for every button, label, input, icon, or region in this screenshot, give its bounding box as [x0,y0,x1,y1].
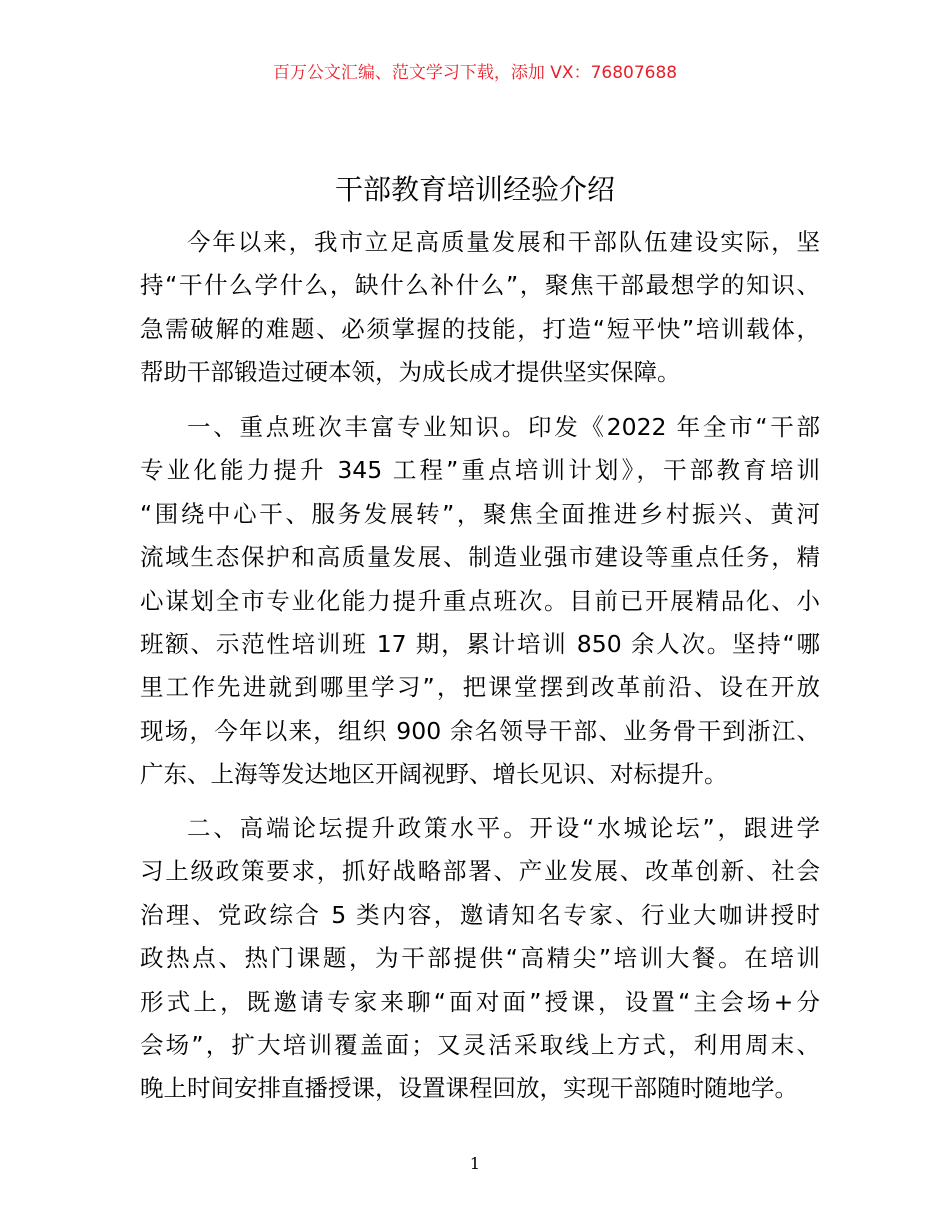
paragraph-section-1 [140,406,820,797]
watermark-header: 百万公文汇编、范文学习下载，添加 VX：76807688 [272,63,678,83]
paragraph-section-2 [140,807,820,1111]
text-line: 班额、示范性培训班 17 期，累计培训 850 余人次。坚持“哪 [140,629,820,658]
text-line: 里工作先进就到哪里学习”，把课堂摆到改革前沿、设在开放 [140,673,820,702]
text-line: 持“干什么学什么，缺什么补什么”，聚焦干部最想学的知识、 [140,271,820,300]
text-line: 晚上时间安排直播授课，设置课程回放，实现干部随时随地学。 [140,1074,798,1103]
text-line: 会场”，扩大培训覆盖面；又灵活采取线上方式，利用周末、 [140,1030,820,1059]
text-line: 形式上，既邀请专家来聊“面对面”授课，设置“主会场+分 [140,987,820,1016]
text-line: 专业化能力提升 345 工程”重点培训计划》，干部教育培训 [140,456,820,485]
text-line: 治理、党政综合 5 类内容，邀请知名专家、行业大咖讲授时 [140,900,820,929]
text-line: 一、重点班次丰富专业知识。印发《2022 年全市“干部 [187,413,820,441]
document-title: 干部教育培训经验介绍 [334,173,615,206]
text-line: 流域生态保护和高质量发展、制造业强市建设等重点任务，精 [140,543,820,572]
page-number: 1 [469,1154,481,1173]
text-line: 急需破解的难题、必须掌握的技能，打造“短平快”培训载体， [140,314,820,343]
paragraph-intro [140,221,820,395]
text-line: 今年以来，我市立足高质量发展和干部队伍建设实际，坚 [187,228,820,256]
text-line: 现场，今年以来，组织 900 余名领导干部、业务骨干到浙江、 [140,716,820,745]
text-line: 心谋划全市专业化能力提升重点班次。目前已开展精品化、小 [140,586,820,615]
text-line: 习上级政策要求，抓好战略部署、产业发展、改革创新、社会 [140,857,820,886]
text-line: 政热点、热门课题，为干部提供“高精尖”培训大餐。在培训 [140,944,820,973]
text-line: 帮助干部锻造过硬本领，为成长成才提供坚实保障。 [140,358,681,387]
text-line: 二、高端论坛提升政策水平。开设“水城论坛”，跟进学 [187,814,820,842]
text-line: 广东、上海等发达地区开阔视野、增长见识、对标提升。 [140,760,728,789]
text-line: “围绕中心干、服务发展转”，聚焦全面推进乡村振兴、黄河 [140,499,820,528]
